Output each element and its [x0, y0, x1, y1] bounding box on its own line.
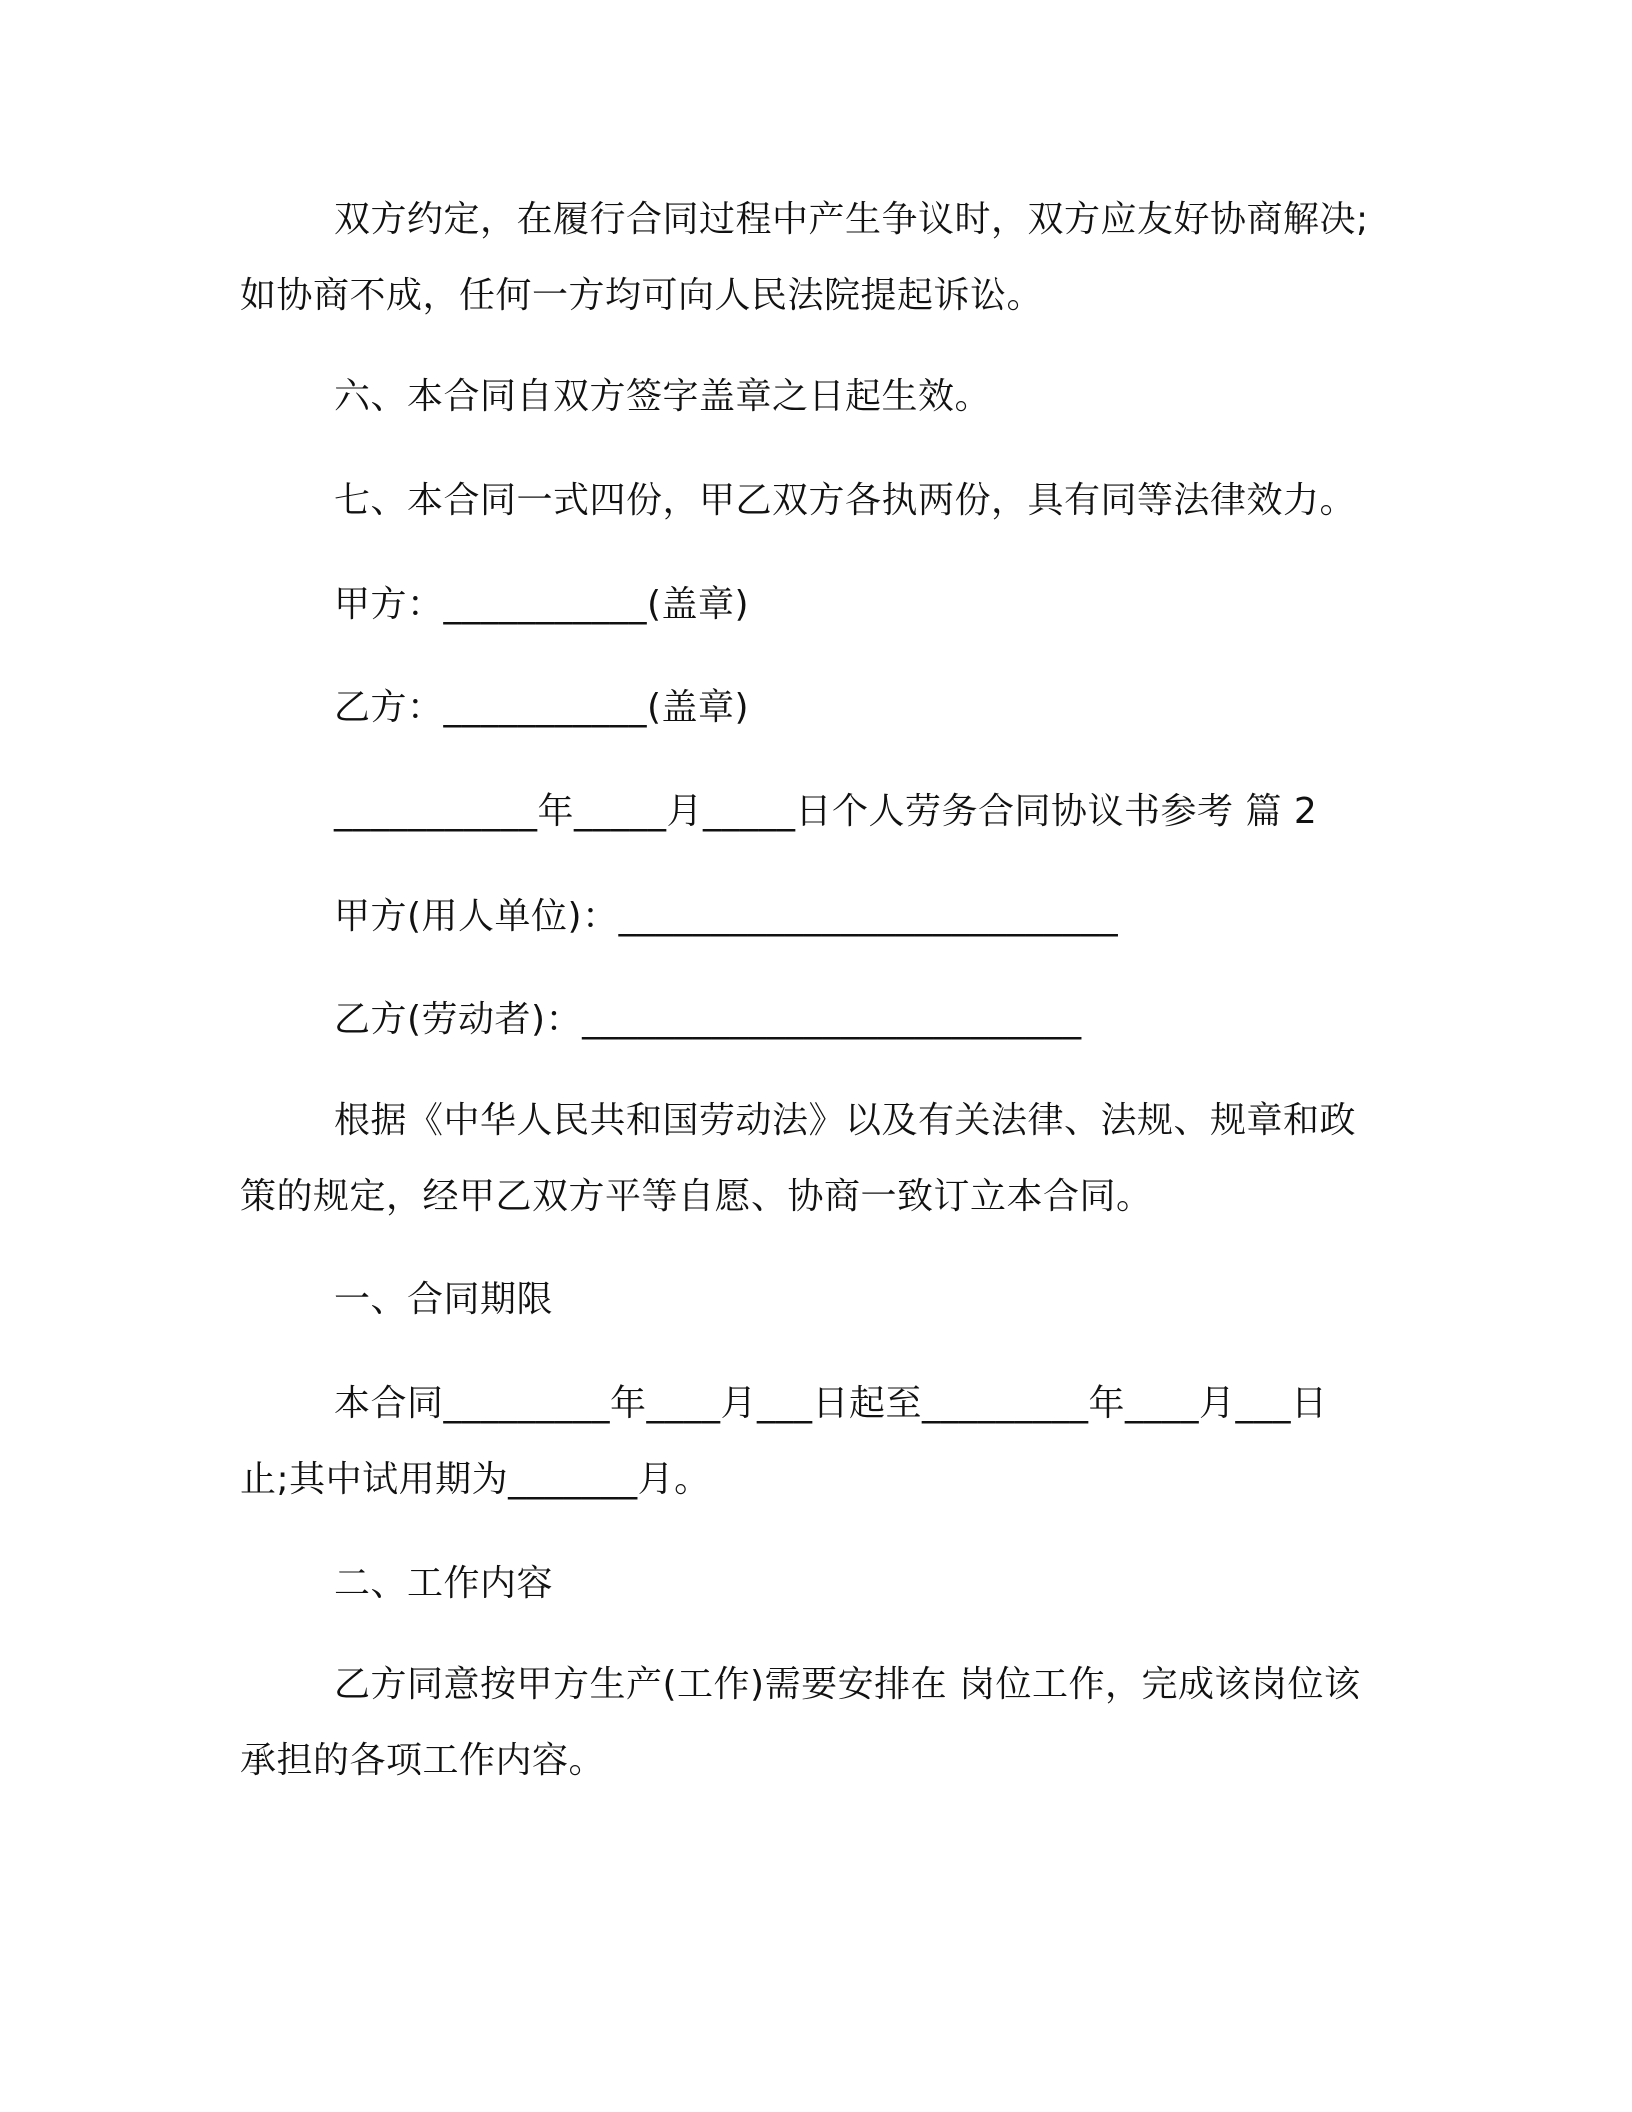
date-and-section-title: ___________年_____月_____日个人劳务合同协议书参考 篇 2 [334, 791, 1318, 832]
term-line-2: 止;其中试用期为_______月。 [240, 1459, 711, 1500]
party-b-seal-line: 乙方：___________(盖章) [334, 687, 750, 728]
paragraph-dispute-line-2: 如协商不成，任何一方均可向人民法院提起诉讼。 [240, 275, 1044, 316]
work-line-1: 乙方同意按甲方生产(工作)需要安排在 岗位工作，完成该岗位该 [334, 1664, 1361, 1705]
preamble-line-1: 根据《中华人民共和国劳动法》以及有关法律、法规、规章和政 [334, 1100, 1357, 1141]
section-heading-term: 一、合同期限 [334, 1279, 554, 1320]
clause-six: 六、本合同自双方签字盖章之日起生效。 [334, 376, 992, 417]
preamble-line-2: 策的规定，经甲乙双方平等自愿、协商一致订立本合同。 [240, 1176, 1153, 1217]
clause-seven: 七、本合同一式四份，甲乙双方各执两份，具有同等法律效力。 [334, 480, 1357, 521]
party-a-seal-line: 甲方：___________(盖章) [334, 584, 750, 625]
section-heading-work: 二、工作内容 [334, 1563, 554, 1604]
paragraph-dispute-line-1: 双方约定，在履行合同过程中产生争议时，双方应友好协商解决; [334, 199, 1369, 240]
employee-line: 乙方(劳动者)：___________________________ [334, 999, 1082, 1040]
employer-line: 甲方(用人单位)：___________________________ [334, 896, 1119, 937]
term-line-1: 本合同_________年____月___日起至_________年____月___日 [334, 1383, 1328, 1424]
work-line-2: 承担的各项工作内容。 [240, 1740, 606, 1781]
